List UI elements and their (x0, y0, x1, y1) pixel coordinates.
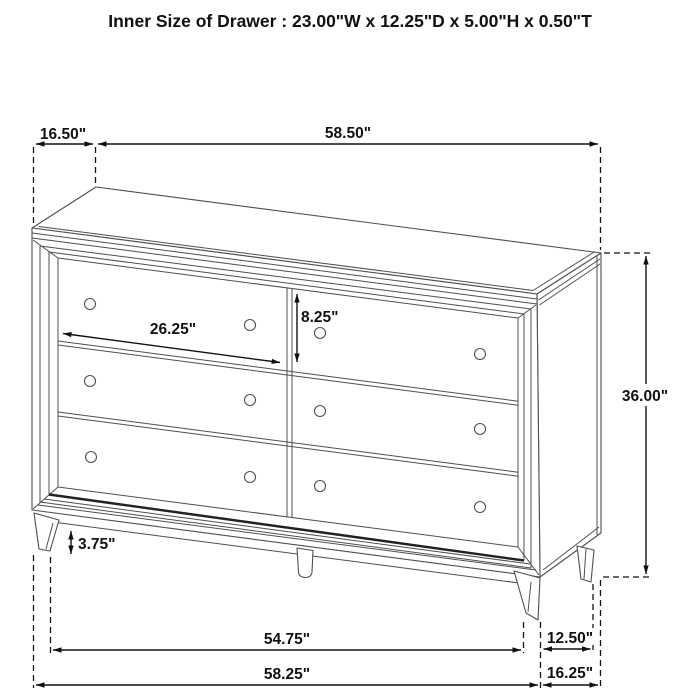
dresser-drawing (32, 187, 601, 620)
dresser-right-side (537, 253, 601, 577)
label-base-depth: 16.25" (546, 665, 594, 682)
label-base-width: 58.25" (263, 666, 311, 683)
label-drawer-width: 26.25" (149, 321, 197, 338)
diagram-title: Inner Size of Drawer : 23.00"W x 12.25"D x 5.00"H x 0.50"T (108, 11, 592, 31)
label-overall-height: 36.00" (621, 388, 669, 405)
label-leg-span-width: 54.75" (263, 631, 311, 648)
label-drawer-height: 8.25" (301, 309, 339, 326)
label-leg-height: 3.75" (78, 536, 116, 553)
label-top-width: 58.50" (324, 125, 372, 142)
label-leg-span-depth: 12.50" (546, 630, 594, 647)
label-top-depth: 16.50" (39, 126, 87, 143)
center-front-leg (297, 548, 313, 578)
front-right-leg (514, 571, 540, 620)
